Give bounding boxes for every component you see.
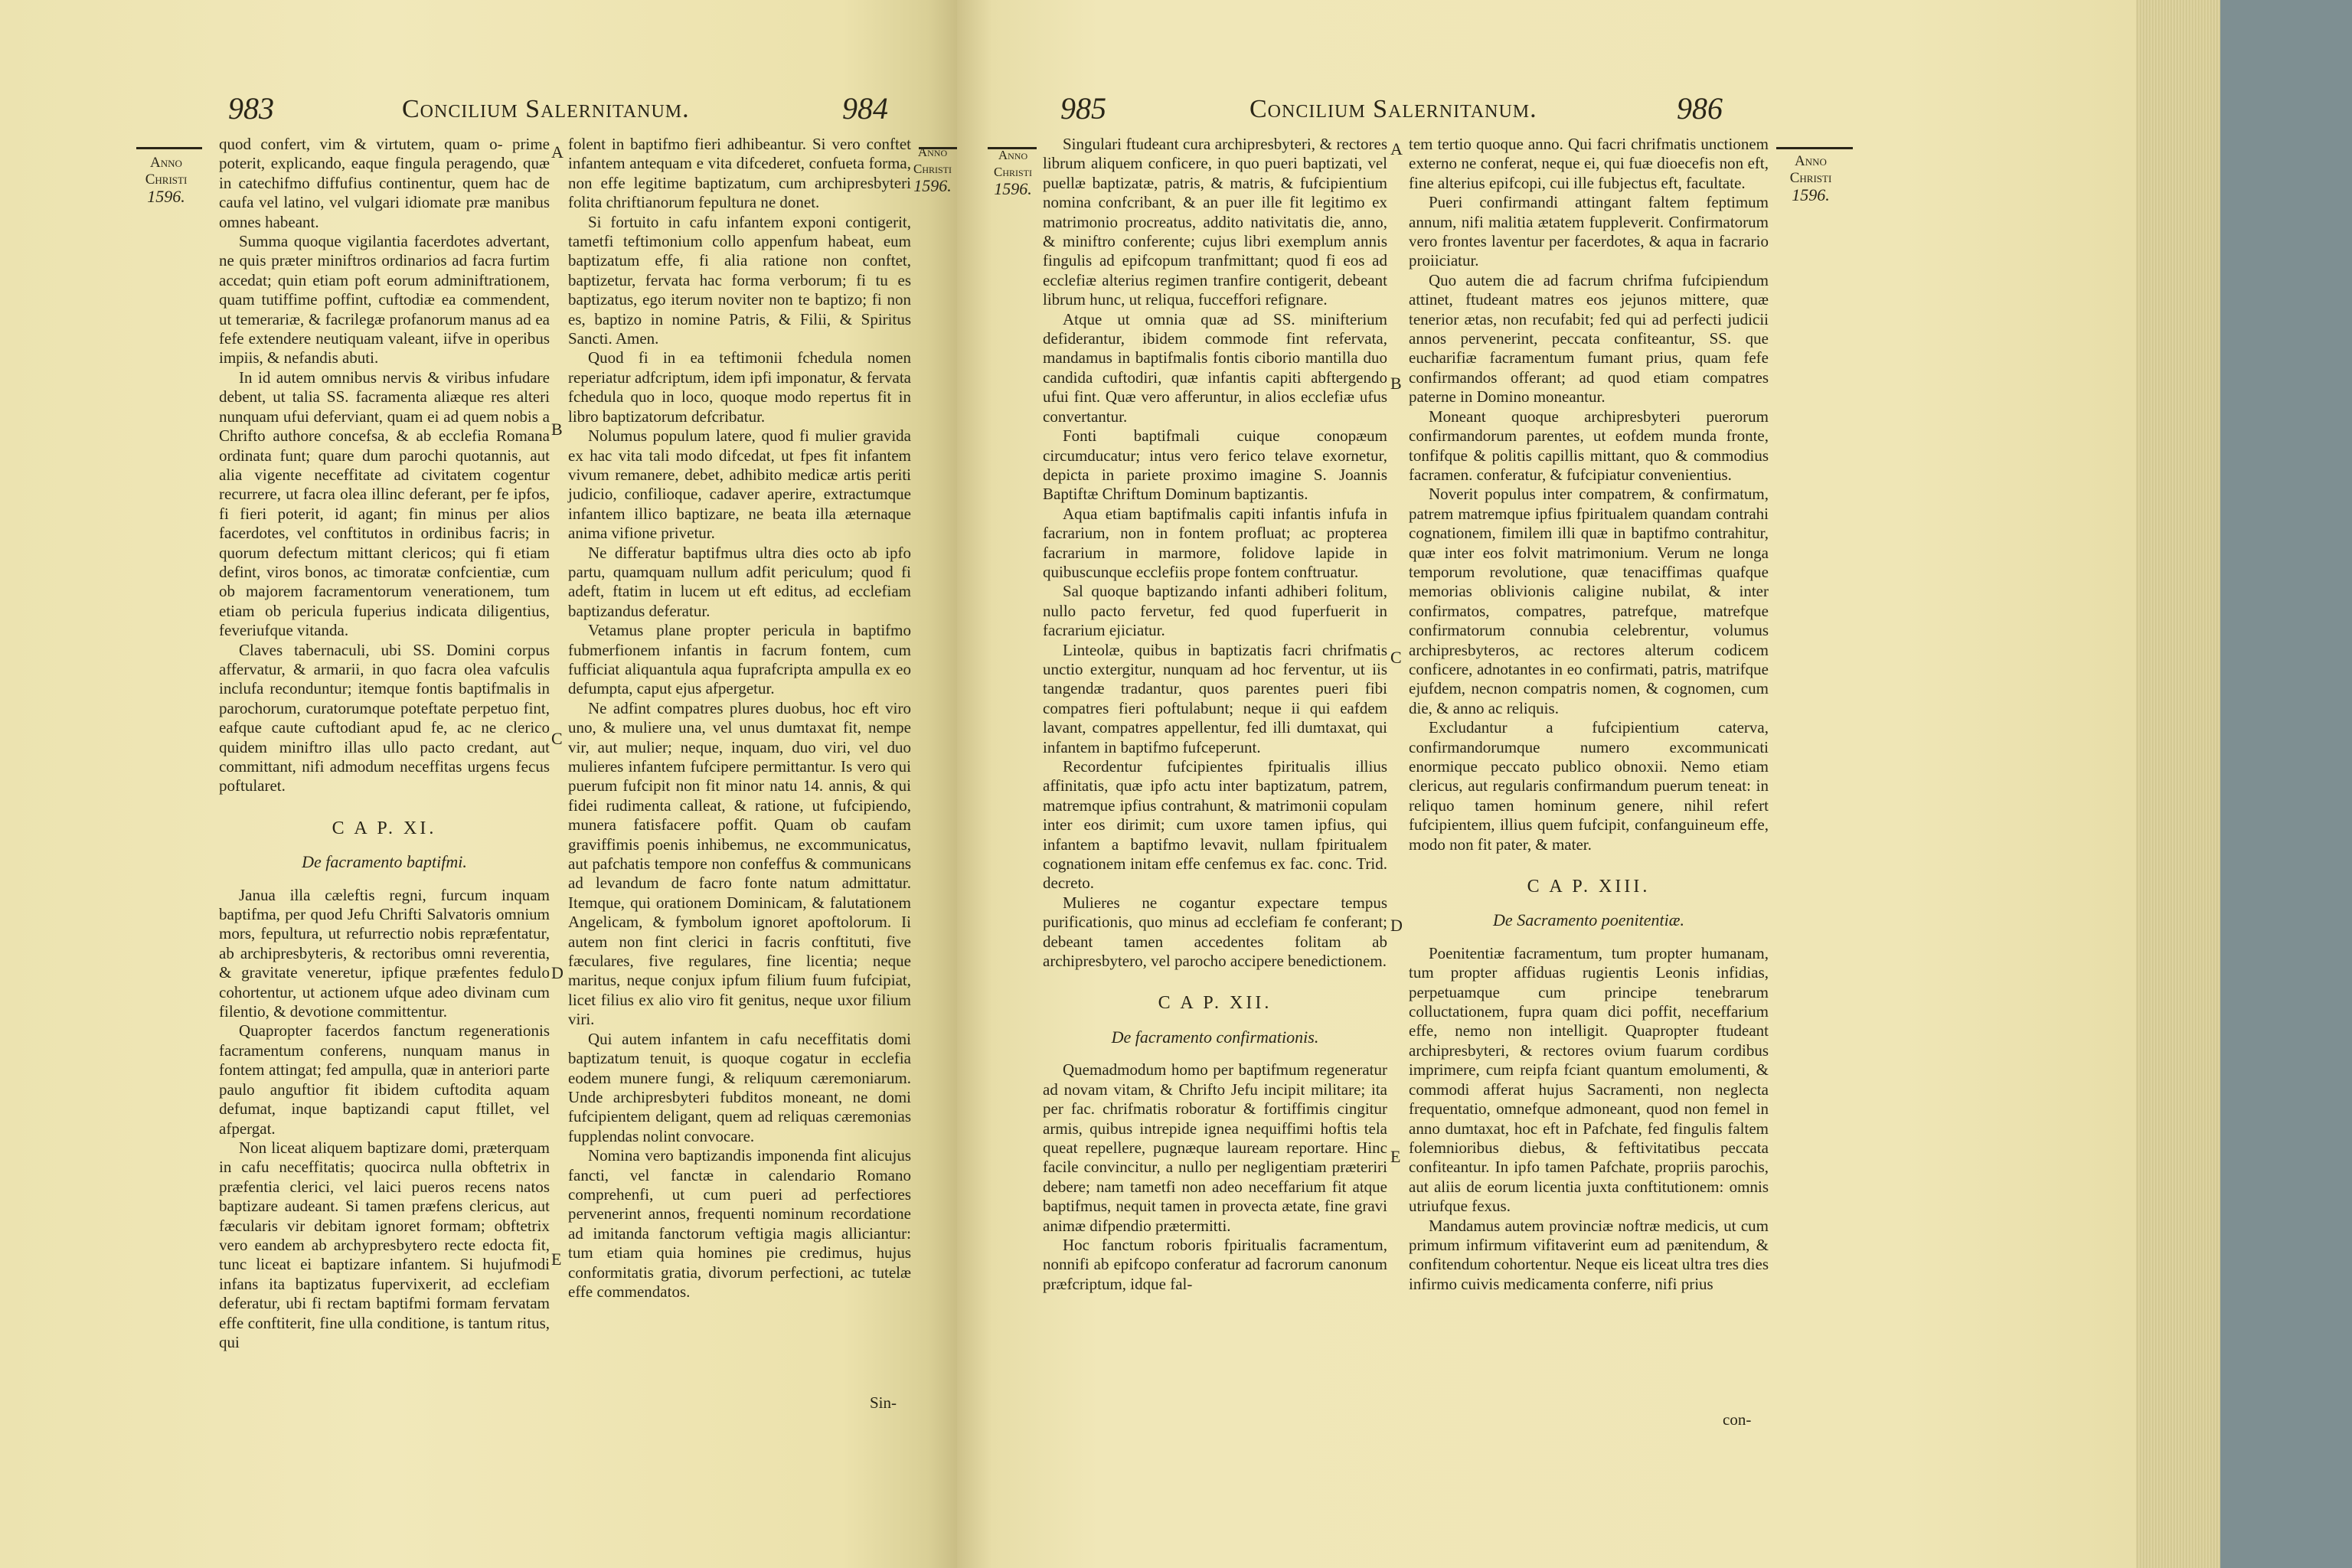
paragraph: Si fortuito in cafu infantem exponi contigerit, tametfi teftimonium collo appenfum habeat, eum baptizatum effe, fi alia ratione non conftet, baptizetur, fervata hac forma verborum; fi tu es baptizatus, ego iterum noviter non te baptizo; fi non es, baptizo in nomine Patris, & Filii, & Spiritus Sancti. Amen. bbox=[568, 212, 911, 348]
text-column-left-2 bbox=[568, 135, 911, 1302]
margin-anno: Anno bbox=[917, 145, 948, 159]
page-number-986: 986 bbox=[1677, 91, 1723, 126]
paragraph: Non liceat aliquem baptizare domi, præterquam in cafu neceffitatis; quocirca nulla obftetrix in præfentia clerici, vel laici pueros recens natos baptizare audeant. Si tamen præfens clericus, aut fæcularis vir debitam ignoret formam; obftetrix vero eandem ab archypresbytero recte edocta fit, tunc liceat ei baptizare infantem. Si hujufmodi infans ita baptizatus fupervixerit, ad ecclefiam deferatur, ubi fi rectam baptifmi formam fervatam effe conftiterit, fine ulla conditione, is tantum ritus, qui bbox=[219, 1138, 550, 1351]
margin-year: 1596. bbox=[1792, 185, 1830, 204]
margin-christi: Christi bbox=[1789, 170, 1832, 186]
paragraph: Janua illa cæleftis regni, furcum inquam baptifma, per quod Jefu Chrifti Salvatoris omnium mors, fepultura, ut refurrectio nobis repræfentatur, ab archipresbyteris, & rectoribus omni reverentia, & gravitate veneretur, ipfique præfentes fedulo cohortentur, ut actionem ufque adeo divinam cum filentio, & devotione committentur. bbox=[219, 885, 550, 1021]
catchword: con- bbox=[1723, 1410, 1752, 1429]
page-number-983: 983 bbox=[228, 91, 274, 126]
paragraph: Quo autem die ad facrum chrifma fufcipiendum attinet, ftudeant matres eos jejunos mittere, quæ tenerior ætas, non recufabit; fed qui ad perfecti judicii annos pervenerint, peccata confiteantur, SS. que eucharifiæ facramentum fumant prius, quam fefe confirmandos offerant; ad quod etiam compatres paterne in Domino moneantur. bbox=[1409, 270, 1769, 407]
left-page bbox=[0, 0, 957, 1568]
section-letter: A bbox=[1390, 139, 1403, 158]
paragraph: Poenitentiæ facramentum, tum propter humanam, tum propter affiduas rugientis Leonis infidias, perpetuamque cum principe tenebrarum colluctationem, fupra quam dici poffit, neceffarium effe, nemo non intelligit. Quapropter ftudeant archipresbyteri, & rectores ovium fuarum cordibus imprimere, cum reipfa fciant quantum emolumenti, & commodi afferat hujus Sacramenti, non neglecta frequentatio, omnefque admoneant, quod non femel in anno dumtaxat, hoc eft in Pafchate, fed fingulis faltem folemnioribus diebus, & feftivitatibus peccata confiteantur. In ipfo tamen Pafchate, propriis parochis, aut aliis de eorum licentia juxta conftitutionem: omnis utriufque fexus. bbox=[1409, 943, 1769, 1216]
section-letter: D bbox=[1390, 916, 1403, 935]
margin-note bbox=[988, 147, 1038, 198]
chapter-title: De facramento baptifmi. bbox=[302, 852, 467, 872]
paragraph: Linteolæ, quibus in baptizatis facri chrifmatis unctio extergitur, nunquam ad hoc ferventur, ut iis tangendæ tradantur, quos parentes pueri fibi compatres fieri poftulabunt; neque ii qui eafdem lavant, compatres appellentur, fed illi dumtaxat, qui infantem in baptifmo fufceperunt. bbox=[1043, 640, 1387, 756]
text-column-left-1 bbox=[219, 135, 550, 1352]
page-edges bbox=[2136, 0, 2220, 1568]
paragraph: Mandamus autem provinciæ noftræ medicis, ut cum primum infirmum vifitaverint eum ad pænitendum, & confitendum cohortentur. Neque eis liceat ultra tres dies infirmo cuivis medicamenta conferre, nifi prius bbox=[1409, 1216, 1769, 1293]
section-letter: E bbox=[551, 1250, 562, 1269]
page-number-984: 984 bbox=[842, 91, 888, 126]
margin-christi: Christi bbox=[913, 162, 952, 176]
paragraph: Ne adfint compatres plures duobus, hoc eft viro uno, & muliere una, vel unus dumtaxat fit, nempe vir, aut mulier; neque, inquam, duo viri, vel duo mulieres infantem fufcipere permittantur. Is vero qui puerum fufcipit non fit minor natu 14. annis, & qui fidei rudimenta calleat, & ratione, ut fufcipiendo, munera fatisfacere poffit. Quam ob caufam graviffimis poenis inhibemus, ne excommunicatus, aut pafchatis tempore non confeffus & communicans ad levandum de facro fonte natum admittatur. Itemque, qui orationem Dominicam, & falutationem Angelicam, & fymbolum ignoret apoftolorum. Ii autem non fint clerici in facris conftituti, five fæculares, five regulares, fine licentia; neque maritus, neque conjux ipfum filium fuum fufcipiat, licet filius ex alio viro fit genitus, neque uxor filium viri. bbox=[568, 698, 911, 1029]
section-letter: B bbox=[1390, 374, 1402, 393]
margin-anno: Anno bbox=[1795, 153, 1827, 169]
section-letter: B bbox=[551, 420, 563, 439]
running-title: Concilium Salernitanum. bbox=[402, 95, 690, 123]
paragraph: Fonti baptifmali cuique conopæum circumducatur; intus vero ferico telave exornetur, depicta in pariete proximo imagine S. Joannis Baptiftæ Chriftum Dominum baptizantis. bbox=[1043, 426, 1387, 504]
margin-year: 1596. bbox=[913, 176, 952, 195]
paragraph: Moneant quoque archipresbyteri puerorum confirmandorum parentes, ut eofdem munda fronte, tonfifque & politis capillis mittant, quo & commodius facramen. conferatur, & fufcipiatur convenientius. bbox=[1409, 407, 1769, 484]
paragraph: Nomina vero baptizandis imponenda fint alicujus fancti, vel fanctæ in calendario Romano comprehenfi, ut cum pueri ad perfectiores pervenerint annos, frequenti nominum recordatione ad imitanda fanctorum veftigia magis alliciantur: tum etiam quia homines pie credimus, hujus conformitatis gratia, divorum perfectioni, ac tutelæ effe commendatos. bbox=[568, 1146, 911, 1301]
running-title: Concilium Salernitanum. bbox=[1250, 95, 1537, 123]
book-cover bbox=[2220, 0, 2352, 1568]
paragraph: Nolumus populum latere, quod fi mulier gravida ex hac vita tali modo difcedat, ut fpes fit infantem vivum remanere, debet, adhibito medicæ artis periti judicio, confilioque, cadaver aperire, extractumque infantem illico baptizare, ne beata illa æternaque anima vifione privetur. bbox=[568, 426, 911, 543]
section-letter: A bbox=[551, 142, 564, 162]
page-number-985: 985 bbox=[1060, 91, 1106, 126]
chapter-title: De facramento confirmationis. bbox=[1111, 1027, 1319, 1047]
paragraph: Excludantur a fufcipientium caterva, confirmandorumque numero excommunicati enormique peccato publico obnoxii. Nemo etiam clericus, aut regularis confirmandum puerum teneat: in reliquo tamen hominum genere, nihil refert fufcipientem, illius quem fufcipit, confanguineum effe, modo non fit pater, & mater. bbox=[1409, 718, 1769, 854]
chapter-title: De Sacramento poenitentiæ. bbox=[1493, 910, 1684, 930]
section-letter: E bbox=[1390, 1147, 1401, 1166]
chapter-heading: C A P. XII. bbox=[1158, 993, 1272, 1014]
paragraph: Sal quoque baptizando infanti adhiberi folitum, nullo pacto fervetur, fed quod fuperfuerit in facrarium ejiciatur. bbox=[1043, 582, 1387, 640]
right-page bbox=[957, 0, 2136, 1568]
paragraph: Summa quoque vigilantia facerdotes advertant, ne quis præter miniftros ordinarios ad facra furtim accedat; quin etiam poft eorum adminiftrationem, quam tutiffime poffint, cuftodiæ ea commendent, ut temerariæ, & facrilegæ profanorum manus ad ea fefe extendere neutiquam valeant, iifve in operibus impiis, & nefandis abuti. bbox=[219, 232, 550, 368]
catchword: Sin- bbox=[870, 1393, 897, 1412]
paragraph: Vetamus plane propter pericula in baptifmo fubmerfionem infantis in facrum fontem, cum fufficiat aliquantula aqua fuprafcripta ampulla ex eo defumpta, caput ejus afpergetur. bbox=[568, 621, 911, 698]
paragraph: folent in baptifmo fieri adhibeantur. Si vero conftet infantem antequam e vita difcederet, confueta forma, non effe legitime baptizatum, cum archipresbyteri folita chriftianorum fepultura ne donet. bbox=[568, 135, 911, 212]
chapter-heading: C A P. XI. bbox=[332, 818, 437, 838]
margin-christi: Christi bbox=[145, 172, 188, 188]
header-rule bbox=[1776, 147, 1853, 149]
paragraph: Quod fi in ea teftimonii fchedula nomen reperiatur adfcriptum, idem ipfi imponatur, & fervata fchedula quo in loco, quoque modo repertus fit in libro baptizatorum defcribatur. bbox=[568, 348, 911, 426]
paragraph: Aqua etiam baptifmalis capiti infantis infufa in facrarium, non in fontem profluat; ac propterea facrarium in marmore, folidove lapide in quibuscunque ecclefiis prope fontem conftruatur. bbox=[1043, 504, 1387, 581]
paragraph: Atque ut omnia quæ ad SS. minifterium defiderantur, ibidem commode fint refervata, mandamus in baptifmalis fontis ciborio mantilla duo candida cuftodiri, quæ infantis capiti abftergendo ufui fint. Quæ vero afferuntur, in alios ecclefiæ ufus convertantur. bbox=[1043, 309, 1387, 426]
paragraph: Mulieres ne cogantur expectare tempus purificationis, quo minus ad ecclefiam fe conferant; debeant tamen accedentes folitam ab archipresbytero, vel parocho accipere benedictionem. bbox=[1043, 893, 1387, 971]
margin-anno: Anno bbox=[998, 148, 1028, 162]
margin-note bbox=[910, 144, 956, 194]
margin-note bbox=[1772, 153, 1849, 204]
paragraph: Singulari ftudeant cura archipresbyteri, & rectores librum aliquem conficere, in quo pueri baptizati, vel puellæ baptizatæ, patris, & matris, & fufcipientium nomina confcribant, & an puer ille fit legitimo ex matrimonio procreatus, addito nativitatis die, anno, & miniftro conferente; cujus libri exemplum annis fingulis ad epifcopum tranfmittant; quod fi eos ad ecclefiæ alterius regimen tranfire contigerit, debeant librum hunc, ut reliqua, fucceffori refignare. bbox=[1043, 135, 1387, 309]
text-column-right-2 bbox=[1409, 135, 1769, 1294]
margin-note bbox=[132, 155, 201, 205]
paragraph: Hoc fanctum roboris fpiritualis facramentum, nonnifi ab epifcopo conferatur ad facrorum canonum præfcriptum, idque fal- bbox=[1043, 1235, 1387, 1293]
paragraph: In id autem omnibus nervis & viribus infudare debent, ut talia SS. facramenta aliæque res alteri nunquam ufui deferviant, quam ei ad quem nobis a Chrifto authore concefsa, & ab ecclefia Romana ordinata funt; quare dum parochi quotannis, aut alia vigente neceffitate ad civitatem cogentur recurrere, ut facra olea illinc deferant, per fe ipfos, fi fieri poterit, id agant; fin minus per alios facerdotes, vel conftitutos in ordinibus facris; in quorum defectum mittant clericos; qui fi etiam defint, viros bonos, ac timoratæ confcientiæ, cum ob majorem facramentorum venerationem, tum etiam ob pericula fuperius indicata diligentius, feveriufque vitanda. bbox=[219, 368, 550, 640]
paragraph: Noverit populus inter compatrem, & confirmatum, patrem matremque ipfius fpiritualem quandam contrahi cognationem, fimilem illi quæ in baptifmo contrahitur, quæ inter eos folvit matrimonium. Verum ne longa temporum revolutione, quæ tenaciffimas quafque memorias oblivionis caligine nubilat, & inter confirmatos, compatres, patrefque, matrefque confirmatorum connubia celebrentur, volumus archipresbyteros, ac rectores alterum codicem conficere, adnotantes in eo confirmati, patris, matrifque ejufdem, necnon compatris nomen, & cognomen, cum die, & anno ac reliquis. bbox=[1409, 485, 1769, 717]
margin-christi: Christi bbox=[993, 165, 1032, 179]
paragraph: quod confert, vim & virtutem, quam o- prime poterit, explicando, eaque fingula peragendo, quæ in catechifmo diffufius continentur, quem hac de caufa vel latino, vel vulgari idiomate præ manibus omnes habeant. bbox=[219, 135, 550, 231]
section-letter: D bbox=[551, 963, 564, 982]
chapter-heading: C A P. XIII. bbox=[1527, 877, 1651, 897]
paragraph: Quapropter facerdos fanctum regenerationis facramentum conferens, nunquam manus in fontem attingat; fed ampulla, quæ in anteriori parte paulo anguftior fit ibidem cuftodita aquam defumat, inque baptizandi caput ftillet, vel afpergat. bbox=[219, 1021, 550, 1138]
header-rule bbox=[136, 147, 202, 149]
paragraph: Claves tabernaculi, ubi SS. Domini corpus affervatur, & armarii, in quo facra olea vafculis inclufa reconduntur; itemque fontis baptifmalis in parochorum, curatorumque poteftate perpetuo fint, eafque caute cuftodiant apud fe, ac ne clerico quidem miniftro illas ullo pacto credant, aut committant, nifi admodum neceffitas urgens fecus poftularet. bbox=[219, 640, 550, 795]
margin-year: 1596. bbox=[147, 187, 185, 206]
section-letter: C bbox=[551, 729, 563, 748]
paragraph: Pueri confirmandi attingant faltem feptimum annum, nifi malitia ætatem fuppleverit. Confirmatorum vero frontes laventur per facerdotes, & aqua in facrario proiiciatur. bbox=[1409, 193, 1769, 270]
margin-anno: Anno bbox=[150, 155, 182, 171]
paragraph: Qui autem infantem in cafu neceffitatis domi baptizatum tenuit, is quoque cogatur in ecclefia eodem munere fungi, & reliquum cæremoniarum. Unde archipresbyteri fubditos moneant, ne domi fufcipientem deligant, quem ad reliquas cæremonias fupplendas nolint convocare. bbox=[568, 1029, 911, 1145]
paragraph: Recordentur fufcipientes fpiritualis illius affinitatis, quæ ipfo actu inter baptizatum, patrem, matremque ipfius contrahunt, & matrimonii copulam inter eos dirimit; cum uxore tamen ipfius, qui infantem a baptifmo levavit, nullam fpiritualem cognationem initam effe cenfemus ex fac. conc. Trid. decreto. bbox=[1043, 757, 1387, 893]
margin-year: 1596. bbox=[994, 179, 1032, 198]
section-letter: C bbox=[1390, 648, 1402, 667]
paragraph: Ne differatur baptifmus ultra dies octo ab ipfo partu, quamquam nullum adfit periculum; quod fi adeft, ftatim in lucem ut eft editus, ad ecclefiam baptizandus deferatur. bbox=[568, 543, 911, 620]
text-column-right-1 bbox=[1043, 135, 1387, 1294]
paragraph: tem tertio quoque anno. Qui facri chrifmatis unctionem externo ne conferat, neque ei, qui fuæ dioecefis non eft, fine alterius epifcopi, cui ille fubjectus eft, facultate. bbox=[1409, 135, 1769, 192]
paragraph: Quemadmodum homo per baptifmum regeneratur ad novam vitam, & Chrifto Jefu incipit militare; ita per fac. chrifmatis roboratur & fortiffimis cingitur armis, quibus intrepide ignea nequiffimi hoftis tela queat repellere, pugnæque lauream reportare. Hinc facile convincitur, a nullo per negligentiam præteriri debere; nam tametfi non adeo neceffarium fit atque baptifmus, nequit tamen in provecta ætate, fine gravi animæ difpendio prætermitti. bbox=[1043, 1060, 1387, 1235]
